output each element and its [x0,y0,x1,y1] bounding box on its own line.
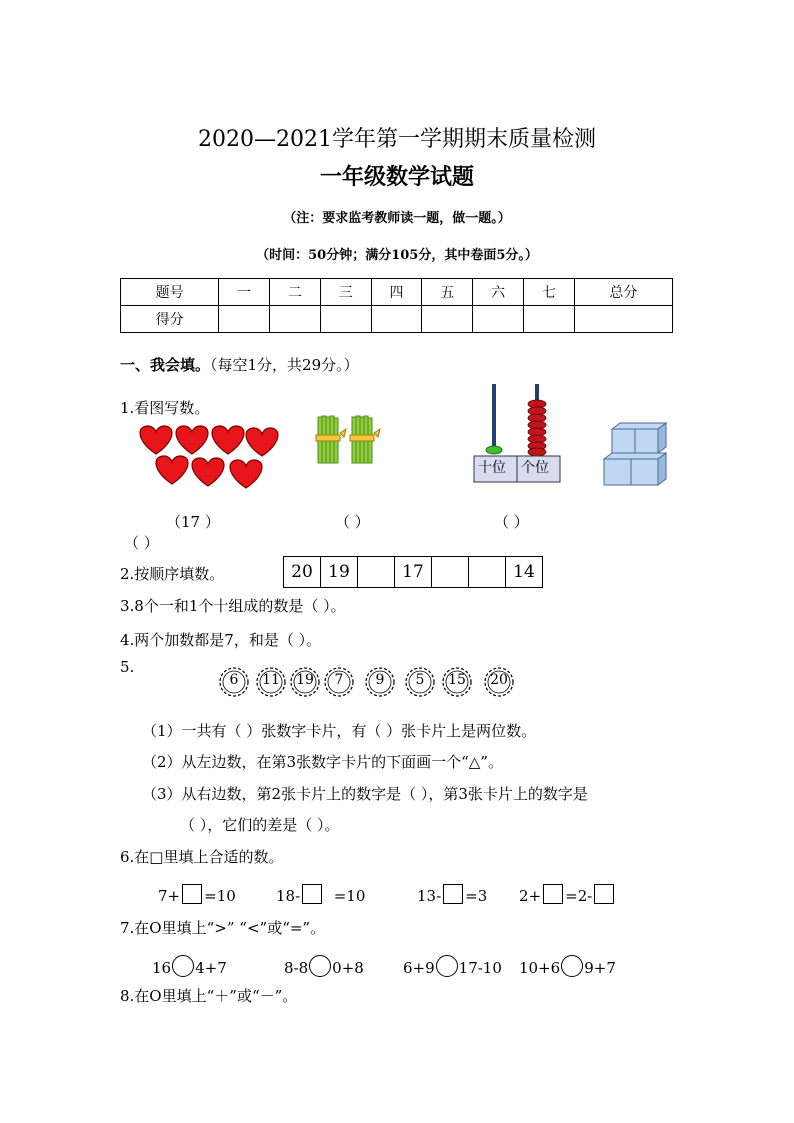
q7-expr-right: 0+8 [332,959,364,977]
q6-expr-right: =10 [333,887,366,905]
score-blank-cell[interactable] [574,306,672,333]
exam-subtitle: 一年级数学试题 [319,164,474,190]
answer-box[interactable] [443,884,463,904]
number-card [289,664,321,700]
q6-expr-left: 18- [276,887,301,905]
number-card-value: 6 [229,672,239,688]
heart-icon [140,426,172,454]
section-points: （每空1分，共29分。） [210,356,359,374]
score-blank-cell[interactable] [422,306,473,333]
sequence-cell[interactable] [358,557,395,588]
heart-icon [156,456,188,484]
q5-sub2: （2）从左边数，在第3张数字卡片的下面画一个“△”。 [142,753,503,771]
q1-answer-sticks[interactable]: （ ） [335,513,370,531]
hearts-image [138,422,280,494]
section-heading [120,354,359,375]
heart-icon [212,426,244,454]
q6-expr-left: 13- [417,887,442,905]
answer-box[interactable] [302,884,322,904]
exam-time-info: （时间：50分钟；满分105分，其中卷面5分。） [256,248,538,263]
score-table-score-row [121,306,673,333]
score-header-cell: 七 [523,279,574,306]
q6-expr-right: =3 [465,887,488,905]
q6-item [276,884,365,905]
score-header-cell: 四 [371,279,422,306]
score-header-cell: 五 [422,279,473,306]
q7-label: 7.在O里填上“>” “<”或“=”。 [120,919,326,937]
q8-label: 8.在O里填上“＋”或“－”。 [120,987,298,1005]
number-card-value: 11 [262,672,280,688]
number-card [404,664,436,700]
number-card [364,664,396,700]
q7-expr-left: 16 [152,959,172,977]
number-card-value: 19 [296,672,314,688]
exam-note: （注：要求监考教师读一题，做一题。） [283,211,511,226]
cubes-image [600,421,670,487]
sequence-cell: 20 [284,557,321,588]
q6-expr-left: 2+ [519,887,542,905]
score-header-cell: 三 [320,279,371,306]
q1-answer-abacus[interactable]: （ ） [494,513,529,531]
sequence-cell: 17 [395,557,432,588]
abacus-tens-label: 十位 [478,460,506,476]
q7-expr-left: 10+6 [519,959,561,977]
exam-title: 2020—2021学年第一学期期末质量检测 [198,127,596,152]
q1-answer-hearts[interactable]: （17 ） [166,513,220,531]
answer-circle[interactable] [309,955,331,977]
answer-circle[interactable] [172,955,194,977]
q3-text: 3.8个一和1个十组成的数是（ ）。 [120,597,346,615]
answer-circle[interactable] [561,955,583,977]
ones-beads-icon [528,400,546,456]
q7-item [403,955,502,977]
score-blank-cell[interactable] [523,306,574,333]
number-card [255,664,287,700]
score-header-cell: 总分 [574,279,672,306]
q1-answer-cubes[interactable]: （ ） [124,534,159,552]
sequence-cell: 19 [321,557,358,588]
score-header-cell: 六 [473,279,524,306]
number-card [441,664,473,700]
score-table [120,278,673,333]
score-label-cell: 得分 [121,306,219,333]
q7-item [152,955,227,977]
q5-sub3a: （3）从右边数，第2张卡片上的数字是（ ），第3张卡片上的数字是 [142,785,588,803]
answer-box[interactable] [594,884,614,904]
q5-label: 5. [120,658,135,676]
abacus-ones-label: 个位 [521,460,549,476]
number-card-value: 5 [415,672,425,688]
q7-expr-right: 17-10 [458,959,502,977]
q2-label: 2.按顺序填数。 [120,565,225,583]
q1-label: 1.看图写数。 [120,399,210,417]
q6-expr-right: =10 [204,887,236,905]
stick-bundles-image [314,415,384,467]
q7-item [284,955,364,977]
section-title: 一、我会填。 [120,356,211,374]
bundle-band-icon [316,435,340,441]
q7-item [519,955,616,977]
q7-expr-left: 6+9 [403,959,435,977]
score-blank-cell[interactable] [320,306,371,333]
heart-icon [246,428,278,456]
number-card-value: 20 [490,672,508,688]
score-table-header-row [121,279,673,306]
q6-expr-mid: =2- [565,887,593,905]
q7-expr-right: 4+7 [195,959,227,977]
sequence-cell: 14 [506,557,543,588]
number-card-value: 9 [375,672,385,688]
score-blank-cell[interactable] [219,306,270,333]
bundle-band-icon [350,435,374,441]
score-header-cell: 一 [219,279,270,306]
number-card-value: 15 [448,672,466,688]
sequence-cell[interactable] [469,557,506,588]
number-card [323,664,355,700]
score-header-cell: 二 [270,279,321,306]
answer-box[interactable] [182,884,202,904]
number-card-value: 7 [334,672,344,688]
tens-bead-icon [486,446,502,454]
q6-expr-left: 7+ [158,887,181,905]
number-card [483,664,515,700]
q6-item [417,884,487,905]
score-blank-cell[interactable] [371,306,422,333]
score-header-cell: 题号 [121,279,219,306]
heart-icon [176,426,208,454]
q6-item [158,884,236,905]
q6-item [519,884,616,905]
q6-label: 6.在□里填上合适的数。 [120,848,284,866]
heart-icon [230,460,262,488]
number-card [218,664,250,700]
q7-expr-left: 8-8 [284,959,309,977]
score-blank-cell[interactable] [270,306,321,333]
q2-sequence-table [283,556,543,588]
score-blank-cell[interactable] [473,306,524,333]
q7-expr-right: 9+7 [584,959,616,977]
answer-box[interactable] [543,884,563,904]
sequence-cell[interactable] [432,557,469,588]
q4-text: 4.两个加数都是7，和是（ ）。 [120,631,322,649]
answer-circle[interactable] [436,955,458,977]
heart-icon [192,458,224,486]
q5-sub3b: （ ），它们的差是（ ）。 [180,816,340,834]
q5-sub1: （1）一共有（ ）张数字卡片，有（ ）张卡片上是两位数。 [142,722,537,740]
